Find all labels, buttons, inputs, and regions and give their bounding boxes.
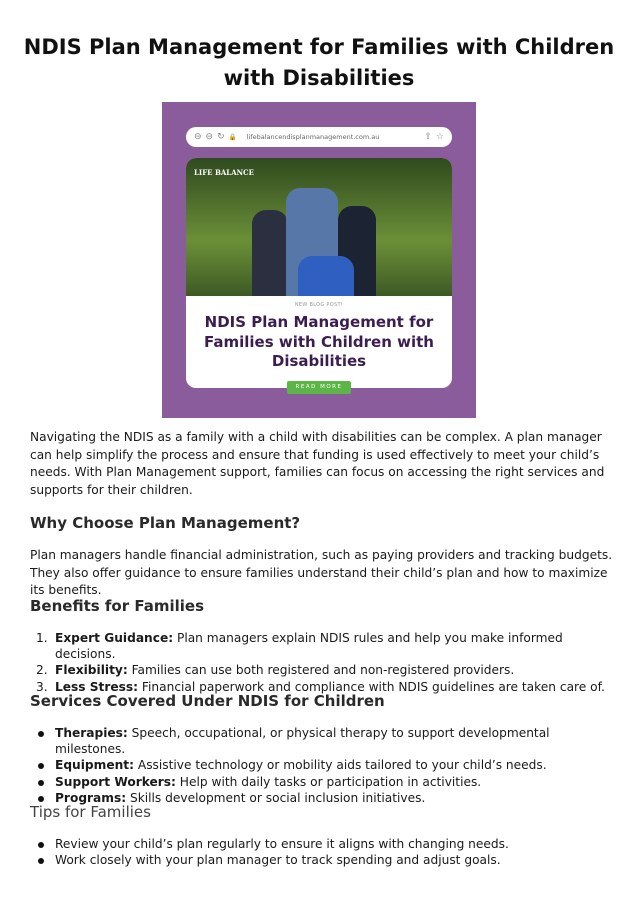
list-item: Programs: Skills development or social inclusion initiatives. <box>30 790 618 806</box>
family-photo <box>186 158 452 296</box>
why-paragraph: Plan managers handle financial administration, such as paying providers and tracking budgets. They also offer guidance to ensure families understand their child’s plan and how to maximize its benefits. <box>30 548 613 597</box>
benefits-list <box>30 630 618 695</box>
list-item: Support Workers: Help with daily tasks or participation in activities. <box>30 774 618 790</box>
hero-image <box>162 102 476 418</box>
brand-logo: LIFE BALANCE <box>194 168 254 177</box>
list-item: Review your child’s plan regularly to ensure it aligns with changing needs. <box>30 836 618 852</box>
list-item: Therapies: Speech, occupational, or physical therapy to support developmental milestones. <box>30 725 618 757</box>
tips-list <box>30 836 618 868</box>
lock-icon: 🔒 <box>228 133 237 141</box>
browser-bar <box>186 127 452 147</box>
bullet-icon <box>38 858 44 864</box>
bullet-icon <box>38 796 44 802</box>
list-item: Equipment: Assistive technology or mobility aids tailored to your child’s needs. <box>30 757 618 773</box>
bullet-icon <box>38 731 44 737</box>
list-item: 3. Less Stress: Financial paperwork and compliance with NDIS guidelines are taken care of. <box>36 679 605 694</box>
why-heading: Why Choose Plan Management? <box>30 514 301 532</box>
card-title: NDIS Plan Management for Families with Children with Disabilities <box>204 313 434 370</box>
url-text: lifebalancendisplanmanagement.com.au <box>246 133 380 141</box>
bullet-icon <box>38 842 44 848</box>
services-list <box>30 725 618 806</box>
list-item: 2. Flexibility: Families can use both registered and non-registered providers. <box>36 663 515 678</box>
services-heading: Services Covered Under NDIS for Children <box>30 692 385 710</box>
bullet-icon <box>38 780 44 786</box>
benefits-heading: Benefits for Families <box>30 597 204 615</box>
read-more-button: READ MORE <box>287 381 351 394</box>
share-icon: ⇧ <box>424 132 432 142</box>
blog-tag: NEW BLOG POST! <box>294 302 344 308</box>
refresh-icon: ↻ <box>217 132 225 142</box>
star-icon: ☆ <box>435 132 444 142</box>
list-item: Work closely with your plan manager to track spending and adjust goals. <box>30 852 618 868</box>
forward-icon: ⊖ <box>205 132 214 142</box>
bullet-icon <box>38 763 44 769</box>
page-title: NDIS Plan Management for Families with Children with Disabilities <box>23 35 615 90</box>
back-icon: ⊖ <box>194 132 202 142</box>
intro-paragraph: Navigating the NDIS as a family with a child with disabilities can be complex. A plan manager can help simplify the process and ensure that funding is used effectively to meet your child’s needs. With Plan Management support, families can focus on accessing the right services and supports for their children. <box>30 430 605 497</box>
list-item: 1. Expert Guidance: Plan managers explain NDIS rules and help you make informed decisions. <box>36 631 563 662</box>
hero-card <box>186 158 452 388</box>
tips-heading: Tips for Families <box>30 803 151 821</box>
